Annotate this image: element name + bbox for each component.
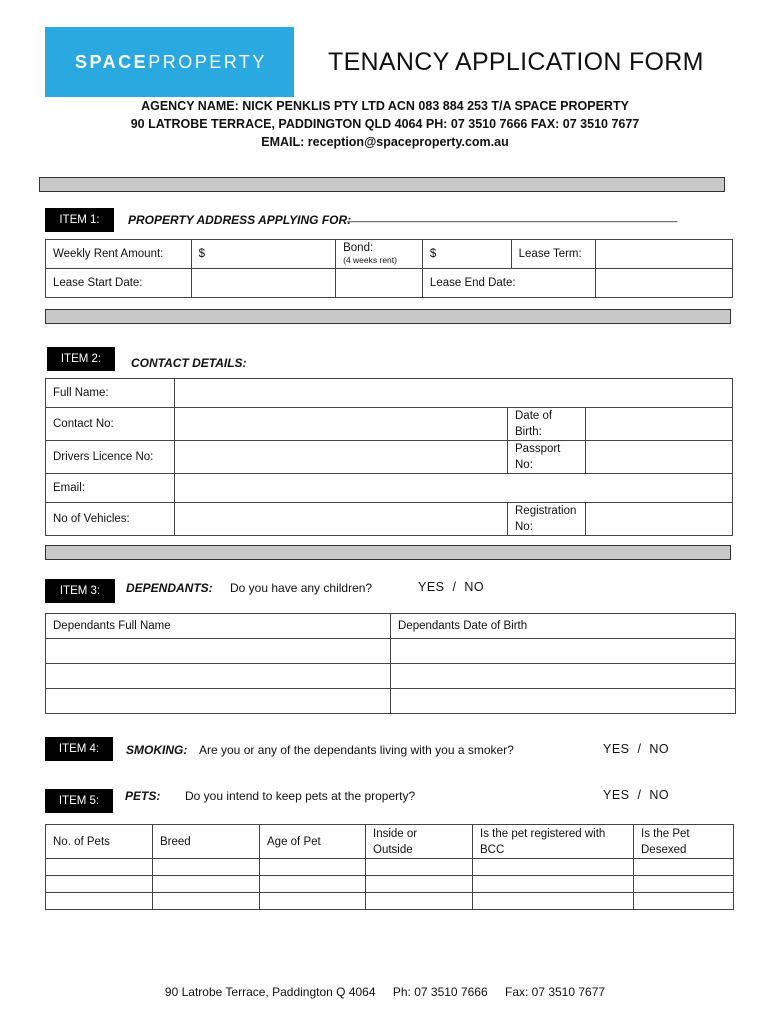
- smoking-label: SMOKING:: [126, 743, 188, 757]
- full-name-label: Full Name:: [46, 379, 175, 408]
- children-question: Do you have any children?: [230, 581, 373, 595]
- desexed-line-1: Is the Pet: [641, 827, 690, 840]
- agency-line-2: 90 LATROBE TERRACE, PADDINGTON QLD 4064 PH: 07 3510 7666 FAX: 07 3510 7677: [130, 117, 640, 131]
- passport-label: [508, 441, 586, 474]
- contact-table: [45, 378, 733, 536]
- pet-cell[interactable]: [366, 893, 473, 910]
- dependant-dob-field[interactable]: [391, 639, 736, 664]
- pets-inside-header: [366, 825, 473, 859]
- bond-text: Bond:: [343, 242, 374, 254]
- footer-fax: Fax: 07 3510 7677: [504, 985, 606, 999]
- registration-label: [508, 503, 586, 536]
- dependants-name-header: Dependants Full Name: [46, 614, 391, 639]
- pet-cell[interactable]: [473, 859, 634, 876]
- property-address-label: PROPERTY ADDRESS APPLYING FOR:: [128, 213, 352, 227]
- bond-note: (4 weeks rent): [343, 255, 397, 265]
- registration-field[interactable]: [586, 503, 733, 536]
- vehicles-label: No of Vehicles:: [46, 503, 175, 536]
- email-field[interactable]: [175, 474, 733, 503]
- dependant-name-field[interactable]: [46, 689, 391, 714]
- agency-line-3: EMAIL: reception@spaceproperty.com.au: [261, 135, 509, 149]
- footer-phone: Ph: 07 3510 7666: [392, 985, 488, 999]
- item-2-tag: ITEM 2:: [47, 347, 115, 371]
- registration-line-2: No:: [515, 521, 533, 533]
- drivers-licence-label: Drivers Licence No:: [46, 441, 175, 474]
- passport-line-1: Passport: [515, 443, 561, 455]
- registered-line-1: Is the pet registered with: [480, 827, 606, 840]
- currency-symbol: $: [198, 248, 206, 260]
- full-name-field[interactable]: [175, 379, 733, 408]
- passport-field[interactable]: [586, 441, 733, 474]
- lease-end-label: Lease End Date:: [422, 269, 596, 298]
- lease-start-field-2[interactable]: [336, 269, 423, 298]
- pet-cell[interactable]: [46, 893, 153, 910]
- smoking-question: Are you or any of the dependants living with you a smoker?: [199, 743, 514, 757]
- agency-line-1: AGENCY NAME: NICK PENKLIS PTY LTD ACN 083 884 253 T/A SPACE PROPERTY: [141, 99, 629, 113]
- pet-cell[interactable]: [153, 893, 260, 910]
- space-property-logo: [45, 27, 294, 97]
- pets-no-header: No. of Pets: [46, 825, 153, 859]
- pets-label: PETS:: [125, 789, 161, 803]
- item-4-tag: ITEM 4:: [45, 737, 113, 761]
- footer-address: 90 Latrobe Terrace, Paddington Q 4064: [164, 985, 376, 999]
- pets-yes-no[interactable]: YES / NO: [603, 788, 670, 802]
- logo-bold: SPACE: [75, 52, 149, 72]
- contact-no-field[interactable]: [175, 408, 508, 441]
- pet-cell[interactable]: [366, 859, 473, 876]
- pets-age-header: Age of Pet: [260, 825, 366, 859]
- pet-cell[interactable]: [260, 876, 366, 893]
- registration-line-1: Registration: [515, 505, 577, 517]
- weekly-rent-label: Weekly Rent Amount:: [46, 240, 192, 269]
- lease-end-field[interactable]: [596, 269, 733, 298]
- rent-table: [45, 239, 733, 298]
- dob-field[interactable]: [586, 408, 733, 441]
- dependants-label: DEPENDANTS:: [126, 581, 213, 595]
- dob-label: [508, 408, 586, 441]
- dependant-name-field[interactable]: [46, 639, 391, 664]
- pet-cell[interactable]: [153, 876, 260, 893]
- logo-text: [75, 52, 267, 73]
- passport-line-2: No:: [515, 459, 533, 471]
- pet-cell[interactable]: [366, 876, 473, 893]
- smoking-yes-no[interactable]: YES / NO: [603, 742, 670, 756]
- email-label: Email:: [46, 474, 175, 503]
- pets-breed-header: Breed: [153, 825, 260, 859]
- contact-no-label: Contact No:: [46, 408, 175, 441]
- pet-cell[interactable]: [260, 859, 366, 876]
- pet-cell[interactable]: [473, 876, 634, 893]
- pet-cell[interactable]: [473, 893, 634, 910]
- pet-cell[interactable]: [46, 859, 153, 876]
- item-3-tag: ITEM 3:: [45, 579, 115, 603]
- bond-field[interactable]: [422, 240, 511, 269]
- pets-question: Do you intend to keep pets at the property?: [185, 789, 416, 803]
- pets-table: [45, 824, 734, 910]
- inside-line-2: Outside: [373, 843, 413, 856]
- drivers-licence-field[interactable]: [175, 441, 508, 474]
- dob-line-1: Date of: [515, 410, 553, 422]
- dependant-dob-field[interactable]: [391, 664, 736, 689]
- property-address-field[interactable]: ______________________________________________________: [347, 211, 678, 223]
- registered-line-2: BCC: [480, 843, 505, 856]
- weekly-rent-field[interactable]: [191, 240, 335, 269]
- inside-line-1: Inside or: [373, 827, 418, 840]
- children-yes-no[interactable]: YES / NO: [418, 580, 485, 594]
- dependants-dob-header: Dependants Date of Birth: [391, 614, 736, 639]
- bond-label: [336, 240, 423, 269]
- pet-cell[interactable]: [634, 876, 734, 893]
- contact-details-label: CONTACT DETAILS:: [131, 356, 247, 370]
- item-5-tag: ITEM 5:: [45, 789, 113, 813]
- pets-desexed-header: [634, 825, 734, 859]
- section-divider: [45, 545, 731, 560]
- pet-cell[interactable]: [46, 876, 153, 893]
- form-title: TENANCY APPLICATION FORM: [328, 48, 704, 76]
- pet-cell[interactable]: [260, 893, 366, 910]
- lease-start-label: Lease Start Date:: [46, 269, 192, 298]
- section-divider: [39, 177, 725, 192]
- footer: [0, 985, 770, 999]
- section-divider: [45, 309, 731, 324]
- desexed-line-2: Desexed: [641, 843, 687, 856]
- dependants-table: [45, 613, 736, 714]
- lease-term-label: Lease Term:: [511, 240, 596, 269]
- currency-symbol: $: [429, 248, 437, 260]
- logo-light: PROPERTY: [148, 52, 267, 72]
- lease-start-field[interactable]: [191, 269, 335, 298]
- dob-line-2: Birth:: [515, 426, 542, 438]
- dependant-dob-field[interactable]: [391, 689, 736, 714]
- pet-cell[interactable]: [634, 859, 734, 876]
- item-1-tag: ITEM 1:: [45, 208, 114, 232]
- lease-term-field[interactable]: [596, 240, 733, 269]
- pet-cell[interactable]: [153, 859, 260, 876]
- pets-registered-header: [473, 825, 634, 859]
- vehicles-field[interactable]: [175, 503, 508, 536]
- dependant-name-field[interactable]: [46, 664, 391, 689]
- pet-cell[interactable]: [634, 893, 734, 910]
